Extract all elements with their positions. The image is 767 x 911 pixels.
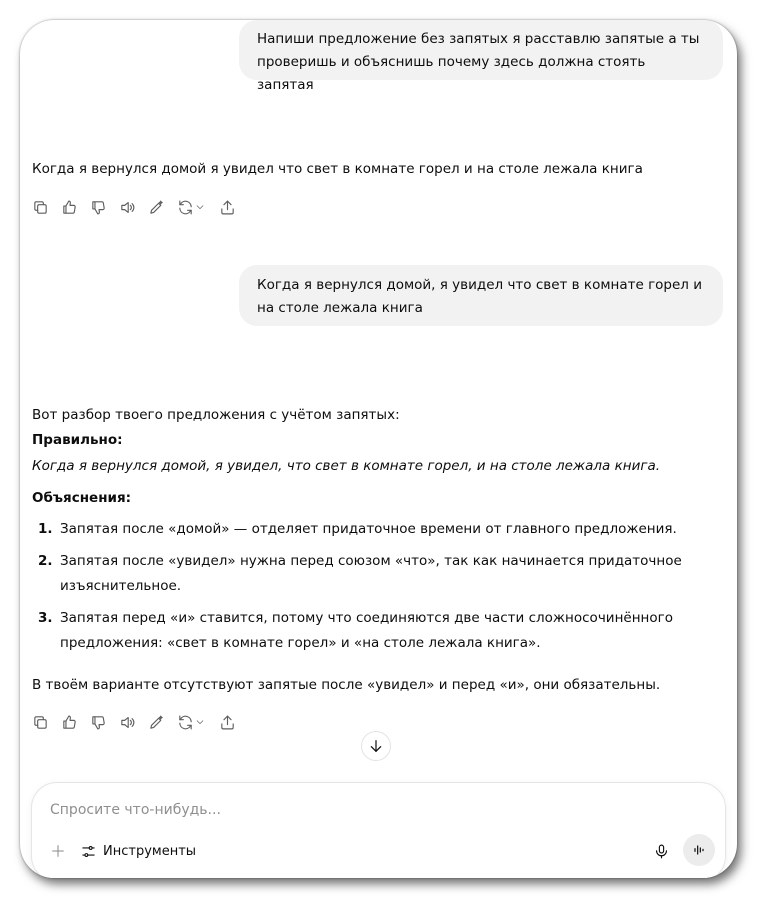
bad-response-button[interactable]	[90, 712, 119, 732]
copy-icon	[32, 199, 49, 216]
thumbs-up-icon	[61, 199, 78, 216]
message-actions	[32, 712, 248, 732]
assistant-intro-text: Вот разбор твоего предложения с учётом запятых:	[32, 407, 400, 423]
correct-label	[32, 430, 123, 450]
dictate-button[interactable]	[650, 840, 672, 862]
explanations-label-text: Объяснения:	[32, 490, 132, 506]
plus-icon	[50, 843, 66, 859]
chat-window	[20, 20, 737, 878]
list-item	[32, 549, 732, 599]
share-button[interactable]	[219, 197, 248, 217]
assistant-conclusion-text: В твоём варианте отсутствуют запятые после «увидел» и перед «и», они обязательны.	[32, 677, 661, 693]
copy-button[interactable]	[32, 197, 61, 217]
explanations-list	[32, 517, 732, 663]
user-message	[239, 20, 723, 93]
user-message-text: Когда я вернулся домой, я увидел что свет в комнате горел и на столе лежала книга	[257, 277, 702, 316]
regenerate-button[interactable]	[177, 712, 219, 732]
sliders-icon	[80, 843, 97, 860]
assistant-message-text: Когда я вернулся домой я увидел что свет в комнате горел и на столе лежала книга	[32, 161, 643, 177]
correct-sentence-text: Когда я вернулся домой, я увидел, что свет в комнате горел, и на столе лежала книга.	[32, 458, 661, 474]
thumbs-down-icon	[90, 714, 107, 731]
bad-response-button[interactable]	[90, 197, 119, 217]
arrow-down-icon	[368, 738, 384, 754]
add-attachment-button[interactable]	[48, 841, 68, 861]
list-item	[32, 517, 732, 542]
list-number: 2.	[38, 553, 53, 569]
share-icon	[219, 199, 236, 216]
prompt-input[interactable]	[50, 799, 650, 821]
copy-icon	[32, 714, 49, 731]
assistant-message	[32, 159, 722, 179]
tools-label: Инструменты	[103, 843, 197, 859]
copy-button[interactable]	[32, 712, 61, 732]
edit-button[interactable]	[148, 712, 177, 732]
list-item	[32, 606, 732, 656]
list-item-text: Запятая перед «и» ставится, потому что соединяются две части сложносочинённого предложения: «свет в комнате горел» и «на столе лежала книга».	[60, 610, 673, 651]
speaker-icon	[119, 199, 136, 216]
user-message-text: Напиши предложение без запятых я расставлю запятые а ты проверишь и объяснишь почему здесь должна стоять запятая	[257, 31, 700, 93]
assistant-conclusion	[32, 675, 722, 695]
tools-button[interactable]	[80, 839, 196, 863]
regenerate-button[interactable]	[177, 197, 219, 217]
composer	[31, 782, 726, 878]
microphone-icon	[653, 843, 670, 860]
explanations-label	[32, 488, 131, 508]
waveform-icon	[691, 842, 707, 858]
message-actions	[32, 197, 248, 217]
regenerate-icon	[177, 714, 194, 731]
voice-mode-button[interactable]	[683, 834, 715, 866]
read-aloud-button[interactable]	[119, 712, 148, 732]
edit-icon	[148, 199, 165, 216]
user-message	[239, 265, 723, 326]
chevron-down-icon	[195, 717, 205, 727]
share-icon	[219, 714, 236, 731]
chevron-down-icon	[195, 202, 205, 212]
thumbs-down-icon	[90, 199, 107, 216]
good-response-button[interactable]	[61, 197, 90, 217]
assistant-intro	[32, 405, 722, 425]
scroll-to-bottom-button[interactable]	[361, 731, 391, 761]
speaker-icon	[119, 714, 136, 731]
thumbs-up-icon	[61, 714, 78, 731]
list-item-text: Запятая после «увидел» нужна перед союзом «что», так как начинается придаточное изъяснительное.	[60, 553, 682, 594]
list-item-text: Запятая после «домой» — отделяет придаточное времени от главного предложения.	[60, 521, 677, 537]
list-number: 3.	[38, 610, 53, 626]
good-response-button[interactable]	[61, 712, 90, 732]
edit-button[interactable]	[148, 197, 177, 217]
share-button[interactable]	[219, 712, 248, 732]
correct-sentence	[32, 456, 722, 476]
list-number: 1.	[38, 521, 53, 537]
correct-label-text: Правильно:	[32, 432, 123, 448]
edit-icon	[148, 714, 165, 731]
read-aloud-button[interactable]	[119, 197, 148, 217]
regenerate-icon	[177, 199, 194, 216]
